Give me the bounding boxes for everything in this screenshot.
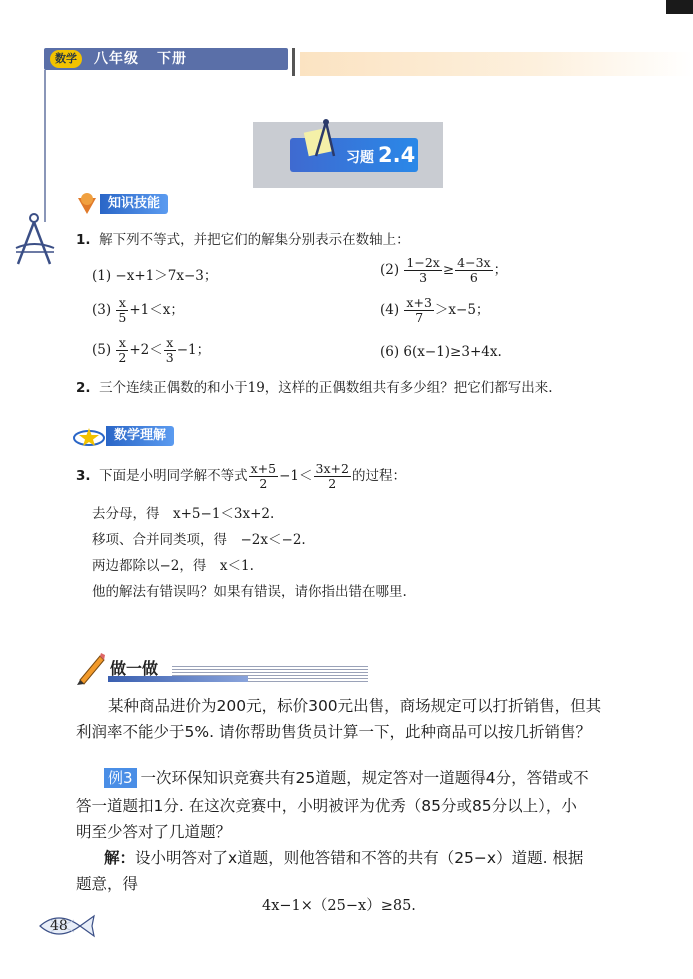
corner-mark — [666, 0, 693, 14]
q1-part-1: (1) −x+1＞7x−3； — [92, 268, 218, 284]
example-3-line-3: 明至少答对了几道题？ — [76, 823, 232, 841]
q1-part-2: (2) $\frac{1-2x}{3}$ ≥ $\frac{4-3x}{6}$ ； — [380, 255, 508, 285]
section-skills: 知识技能 — [100, 194, 168, 214]
page-number: 48 — [50, 918, 68, 934]
do-it-line-1: 某种商品进价为200元，标价300元出售，商场规定可以打折销售，但其 — [108, 697, 602, 715]
example-3-line-2: 答一道题扣1分. 在这次竞赛中，小明被评为优秀（85分或85分以上），小 — [76, 797, 577, 815]
header-title — [94, 48, 187, 70]
solution-equation: 4x−1×（25−x）≥85. — [262, 898, 416, 914]
exercise-label: 习题 — [346, 150, 374, 166]
q3-step-2: 移项、合并同类项，得 −2x＜−2. — [92, 532, 306, 548]
pencil-icon — [74, 650, 106, 686]
q1-part-4: (4) $\frac{x+3}{7}$ ＞x−5； — [380, 295, 490, 325]
question-3-intro: 3. 下面是小明同学解不等式 $\frac{x+5}{2}$ −1＜ $\frac{3x+2}{2}$ 的过程： — [76, 461, 406, 491]
exercise-number: 2.4 — [378, 143, 416, 167]
do-it-title: 做一做 — [110, 659, 159, 678]
compass-note-icon — [298, 116, 348, 166]
orbit-star-icon — [72, 424, 106, 450]
section-understanding: 数学理解 — [106, 426, 174, 446]
header-decoration — [300, 52, 693, 76]
q3-step-1: 去分母，得 x+5−1＜3x+2. — [92, 506, 275, 522]
q1-part-3: (3) $\frac{x}{5}$ +1＜x； — [92, 295, 184, 325]
do-it-line-2: 利润率不能少于5%. 请你帮助售货员计算一下，此种商品可以按几折销售？ — [76, 723, 591, 741]
example-3-label: 例3 — [104, 768, 137, 788]
question-1-intro: 1. 解下列不等式，并把它们的解集分别表示在数轴上： — [76, 232, 410, 248]
q3-step-3: 两边都除以−2，得 x＜1. — [92, 558, 254, 574]
question-2: 2. 三个连续正偶数的和小于19，这样的正偶数组共有多少组？把它们都写出来. — [76, 380, 553, 396]
header-divider — [292, 48, 295, 76]
compass-icon — [12, 212, 58, 268]
margin-rule — [44, 70, 46, 222]
subject-badge: 数学 — [50, 50, 82, 68]
q3-question: 他的解法有错误吗？如果有错误，请你指出错在哪里. — [92, 584, 407, 600]
skill-pin-icon — [74, 190, 100, 216]
example-3-line-1: 例3 一次环保知识竞赛共有25道题，规定答对一道题得4分，答错或不 — [104, 766, 589, 788]
solution-line-2: 题意，得 — [76, 875, 139, 893]
q1-part-6: (6) 6(x−1)≥3+4x. — [380, 344, 502, 360]
exercise-title — [346, 140, 415, 170]
grade-label: 八年级 — [94, 51, 139, 67]
solution-line-1: 解：设小明答对了x道题，则他答错和不答的共有（25−x）道题. 根据 — [104, 849, 584, 867]
q1-part-5: (5) $\frac{x}{2}$ +2＜ $\frac{x}{3}$ −1； — [92, 335, 211, 365]
volume-label: 下册 — [157, 51, 187, 67]
